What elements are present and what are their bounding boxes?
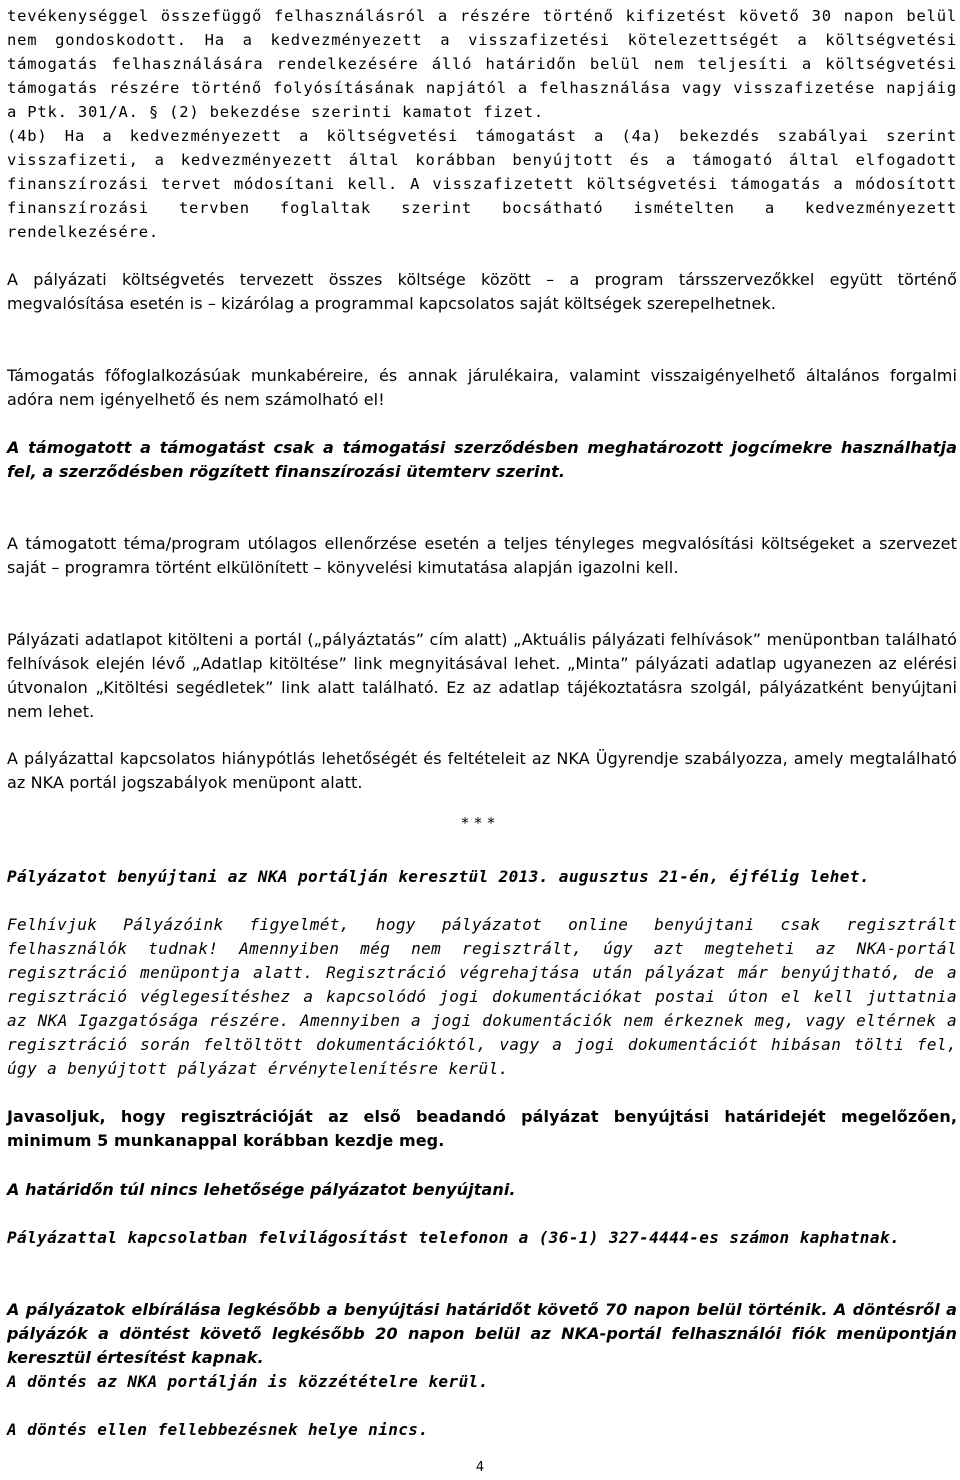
paragraph-eligible-costs: A pályázati költségvetés tervezett összes költsége között – a program társszervezőkkel együtt történő megvalósítása esetén is – kizárólag a programmal kapcsolatos saját költségek szerepelhetnek. xyxy=(7,270,957,313)
paragraph-deficiency-rules: A pályázattal kapcsolatos hiánypótlás lehetőségét és feltételeit az NKA Ügyrendje szabályozza, amely megtalálható az NKA portál jogszabályok menüpont alatt. xyxy=(7,749,957,792)
paragraph-phone-info: Pályázattal kapcsolatban felvilágosítást telefonon a (36-1) 327-4444-es számon kaphatnak. xyxy=(7,1228,900,1247)
paragraph-evaluation: A pályázatok elbírálása legkésőbb a benyújtási határidőt követő 70 napon belül történik. A döntésről a pályázók a döntést követő legkésőbb 20 napon belül az NKA-portál felhasználói fiók menüpontján keresztül értesítést kapnak. xyxy=(7,1300,957,1367)
paragraph-submission-deadline: Pályázatot benyújtani az NKA portálján keresztül 2013. augusztus 21-én, éjfélig lehet. xyxy=(7,867,870,886)
paragraph-registration-advice: Javasoljuk, hogy regisztrációját az első beadandó pályázat benyújtási határidejét megelőzően, minimum 5 munkanappal korábban kezdje meg. xyxy=(7,1107,957,1150)
paragraph-4b-finance-plan: (4b) Ha a kedvezményezett a költségvetési támogatást a (4a) bekezdés szabályai szerint visszafizeti, a kedvezményezett által korábban benyújtott és a támogató által elfogadott finanszírozási tervet módosítani kell. A visszafizetett költségvetési támogatás a módosított finanszírozási tervben foglaltak szerint bocsátható ismételten a kedvezményezett rendelkezésére. xyxy=(7,127,957,241)
paragraph-publication: A döntés az NKA portálján is közzétételre kerül. xyxy=(7,1372,489,1391)
paragraph-no-late-submission: A határidőn túl nincs lehetősége pályázatot benyújtani. xyxy=(7,1180,516,1199)
section-separator: *** xyxy=(460,814,500,832)
paragraph-non-eligible-costs: Támogatás főfoglalkozásúak munkabéreire, és annak járulékaira, valamint visszaigényelhető általános forgalmi adóra nem igényelhető és nem számolható el! xyxy=(7,366,957,409)
paragraph-no-appeal: A döntés ellen fellebbezésnek helye nincs. xyxy=(7,1420,429,1439)
paragraph-audit: A támogatott téma/program utólagos ellenőrzése esetén a teljes tényleges megvalósítási költségeket a szervezet saját – programra történt elkülönített – könyvelési kimutatása alapján igazolni kell. xyxy=(7,534,957,577)
paragraph-registration-notice: Felhívjuk Pályázóink figyelmét, hogy pályázatot online benyújtani csak regisztrált felhasználók tudnak! Amennyiben még nem regisztrált, úgy azt megteheti az NKA-portál regisztráció menüpontja alatt. Regisztráció végrehajtása után pályázat már benyújtható, de a regisztráció véglegesítéshez a kapcsolódó jogi dokumentációkat postai úton el kell juttatnia az NKA Igazgatósága részére. Amennyiben a jogi dokumentációk nem érkeznek meg, vagy eltérnek a regisztráció során feltöltött dokumentációktól, vagy a jogi dokumentációt hibásan tölti fel, úgy a benyújtott pályázat érvénytelenítésre kerül. xyxy=(7,915,957,1078)
page-number: 4 xyxy=(475,1460,485,1475)
paragraph-form-instructions: Pályázati adatlapot kitölteni a portál („pályáztatás” cím alatt) „Aktuális pályázati felhívások” menüpontban található felhívások elején lévő „Adatlap kitöltése” link megnyitásával lehet. „Minta” pályázati adatlap ugyanezen az elérési útvonalon „Kitöltési segédletek” link alatt található. Ez az adatlap tájékoztatásra szolgál, pályázatként benyújtani nem lehet. xyxy=(7,630,957,721)
paragraph-usage-rule: A támogatott a támogatást csak a támogatási szerződésben meghatározott jogcímekre használhatja fel, a szerződésben rögzített finanszírozási ütemterv szerint. xyxy=(7,438,957,481)
paragraph-repayment-interest: tevékenységgel összefüggő felhasználásról a részére történő kifizetést követő 30 napon belül nem gondoskodott. Ha a kedvezményezett a visszafizetési kötelezettségét a költségvetési támogatás felhasználására rendelkezésére álló határidőn belül nem teljesíti a költségvetési támogatás részére történő folyósításának napjától a felhasználása vagy visszafizetése napjáig a Ptk. 301/A. § (2) bekezdése szerinti kamatot fizet. xyxy=(7,7,957,121)
